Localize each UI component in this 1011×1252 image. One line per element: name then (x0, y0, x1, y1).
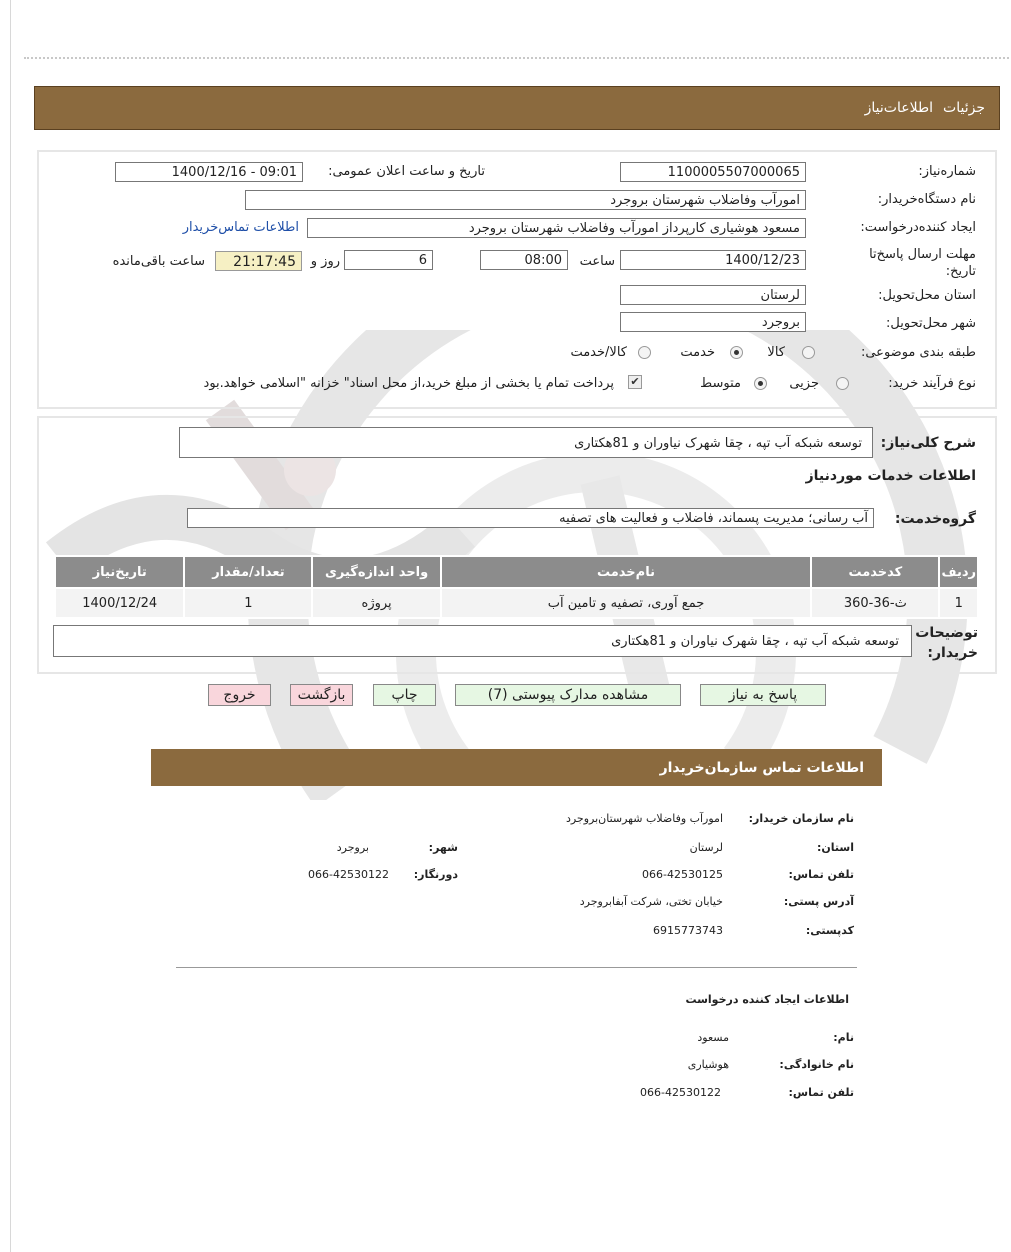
process-minor-label: جزیی (789, 376, 819, 391)
address-label: آدرس پستی: (783, 895, 854, 908)
col-name: نام‌خدمت (441, 556, 811, 588)
category-both-label: کالا/خدمت (570, 345, 627, 360)
service-group-field: آب رسانی؛ مدیریت پسماند، فاضلاب و فعالیت های تصفیه (187, 508, 874, 528)
city-field: بروجرد (620, 312, 806, 332)
postal-code-value: 6915773743 (653, 924, 723, 937)
category-service-radio[interactable] (730, 346, 743, 359)
process-medium-radio[interactable] (754, 377, 767, 390)
treasury-checkbox[interactable]: ✔ (628, 375, 642, 389)
contact-phone-label: تلفن تماس: (788, 868, 854, 881)
treasury-note: پرداخت تمام یا بخشی از مبلغ خرید،از محل اسناد" خزانه "اسلامی خواهد.بود (203, 376, 614, 391)
cell-name: جمع آوری، تصفیه و تامین آب (441, 588, 811, 618)
creator-info-title: اطلاعات ایجاد کننده درخواست (685, 993, 849, 1006)
process-label: نوع فرآیند خرید: (888, 376, 976, 391)
category-label: طبقه بندی موضوعی: (860, 345, 976, 360)
contact-province-value: لرستان (689, 841, 723, 854)
cell-date: 1400/12/24 (55, 588, 184, 618)
family-label: نام خانوادگی: (779, 1058, 854, 1071)
description-label: شرح کلی‌نیاز: (880, 435, 976, 451)
address-value: خیابان تختی، شرکت آبفابروجرد (579, 895, 723, 908)
category-service-label: خدمت (680, 345, 715, 360)
print-button[interactable]: چاپ (373, 684, 436, 706)
services-title: اطلاعات خدمات موردنیاز (805, 468, 976, 484)
days-label: روز و (310, 254, 340, 269)
process-minor-radio[interactable] (836, 377, 849, 390)
name-label: نام: (833, 1031, 854, 1044)
buyer-org-label: نام دستگاه‌خریدار: (877, 192, 976, 207)
table-row (55, 588, 978, 618)
buyer-notes-label: توضیحات خریدار: (915, 625, 978, 661)
process-medium-label: متوسط (700, 376, 741, 391)
need-number-label: شماره‌نیاز: (918, 164, 976, 179)
exit-button[interactable]: خروج (208, 684, 271, 706)
contact-phone-value: 066-42530125 (642, 868, 723, 881)
description-field: توسعه شبکه آب تپه ، چقا شهرک نیاوران و 81هکتاری (179, 427, 873, 458)
deadline-label: مهلت ارسال پاسخ‌تا تاریخ: (869, 247, 976, 279)
cell-row: 1 (939, 588, 978, 618)
city-label: شهر محل‌تحویل: (886, 316, 976, 331)
back-button[interactable]: بازگشت (290, 684, 353, 706)
contact-city-label: شهر: (428, 841, 458, 854)
family-value: هوشیاری (687, 1058, 729, 1071)
col-code: کدخدمت (811, 556, 939, 588)
days-remaining-field: 6 (344, 250, 433, 270)
contact-city-value: بروجرد (336, 841, 369, 854)
table-header-row (55, 556, 978, 588)
category-goods-radio[interactable] (802, 346, 815, 359)
tab-need-info[interactable]: اطلاعات‌نیاز (864, 100, 933, 116)
buyer-notes-field: توسعه شبکه آب تپه ، چقا شهرک نیاوران و 81هکتاری (53, 625, 912, 657)
creator-label: ایجاد کننده‌درخواست: (860, 220, 976, 235)
deadline-date-field: 1400/12/23 (620, 250, 806, 270)
org-label: نام سازمان خریدار: (748, 812, 854, 825)
buyer-org-field: امورآب وفاضلاب شهرستان بروجرد (245, 190, 806, 210)
postal-code-label: کدپستی: (805, 924, 854, 937)
contact-divider (176, 967, 857, 968)
province-field: لرستان (620, 285, 806, 305)
category-goods-label: کالا (767, 345, 785, 360)
org-value: امورآب وفاضلاب شهرستان‌بروجرد (565, 812, 723, 825)
remaining-time-field: 21:17:45 (215, 251, 302, 271)
remaining-time-label: ساعت باقی‌مانده (112, 254, 205, 269)
cell-code: ث-36-360 (811, 588, 939, 618)
col-quantity: تعداد/مقدار (184, 556, 312, 588)
fax-value: 066-42530122 (308, 868, 389, 881)
need-info-panel (37, 150, 997, 409)
tab-details[interactable]: جزئیات (943, 100, 985, 116)
announce-date-field: 1400/12/16 - 09:01 (115, 162, 303, 182)
reply-button[interactable]: پاسخ به نیاز (700, 684, 826, 706)
col-date: تاریخ‌نیاز (55, 556, 184, 588)
fax-label: دورنگار: (413, 868, 458, 881)
page-left-border (10, 0, 11, 1252)
service-group-label: گروه‌خدمت: (894, 511, 976, 527)
cell-unit: پروژه (312, 588, 440, 618)
details-header-bar (34, 86, 1000, 130)
creator-phone-value: 066-42530122 (640, 1086, 721, 1099)
dotted-divider (24, 57, 1009, 59)
col-unit: واحد اندازه‌گیری (312, 556, 440, 588)
buyer-contact-header (151, 749, 882, 786)
buyer-contact-title: اطلاعات تماس سازمان‌خریدار (659, 760, 864, 776)
buyer-contact-link[interactable]: اطلاعات تماس‌خریدار (182, 220, 299, 235)
province-label: استان محل‌تحویل: (878, 288, 976, 303)
name-value: مسعود (697, 1031, 729, 1044)
services-table (54, 555, 979, 619)
deadline-time-field: 08:00 (480, 250, 568, 270)
announce-label: تاریخ و ساعت اعلان عمومی: (328, 164, 485, 179)
category-both-radio[interactable] (638, 346, 651, 359)
need-number-field: 1100005507000065 (620, 162, 806, 182)
creator-phone-label: تلفن تماس: (788, 1086, 854, 1099)
attachments-button[interactable]: مشاهده مدارک پیوستی (7) (455, 684, 681, 706)
deadline-time-label: ساعت (579, 254, 615, 269)
contact-province-label: استان: (817, 841, 854, 854)
cell-quantity: 1 (184, 588, 312, 618)
col-row: ردیف (939, 556, 978, 588)
creator-field: مسعود هوشیاری کارپرداز امورآب وفاضلاب شهرستان بروجرد (307, 218, 806, 238)
